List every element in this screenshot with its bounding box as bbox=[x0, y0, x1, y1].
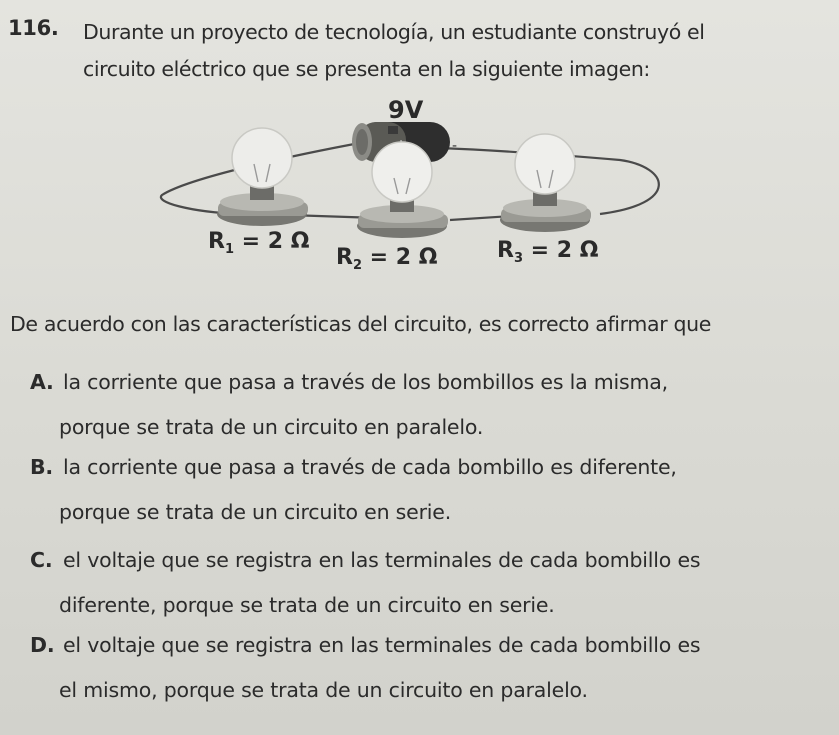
option-d-text-2: el mismo, porque se trata de un circuito en paralelo. bbox=[59, 678, 588, 702]
battery-minus: - bbox=[452, 138, 458, 154]
option-a-text-2: porque se trata de un circuito en paralelo. bbox=[59, 415, 484, 439]
option-b-letter: B. bbox=[30, 455, 54, 479]
option-b-text-2: porque se trata de un circuito en serie. bbox=[59, 500, 452, 524]
option-a-letter: A. bbox=[30, 370, 54, 394]
option-d-text-1: el voltaje que se registra en las terminales de cada bombillo es bbox=[63, 633, 701, 657]
option-b-text-1: la corriente que pasa a través de cada bombillo es diferente, bbox=[63, 455, 677, 479]
stem-line-1: Durante un proyecto de tecnología, un estudiante construyó el bbox=[83, 20, 705, 44]
battery-voltage-label: 9V bbox=[388, 96, 424, 124]
option-c-text-1: el voltaje que se registra en las terminales de cada bombillo es bbox=[63, 548, 701, 572]
stem-line-2: circuito eléctrico que se presenta en la siguiente imagen: bbox=[83, 57, 650, 81]
question-prompt: De acuerdo con las características del circuito, es correcto afirmar que bbox=[10, 312, 712, 336]
question-number: 116. bbox=[8, 16, 59, 40]
bulb-1-icon bbox=[217, 128, 308, 226]
resistor-1-label: $R_1 = 2$ Ω bbox=[208, 229, 310, 257]
option-a[interactable] bbox=[30, 360, 820, 450]
circuit-figure bbox=[150, 92, 680, 292]
option-d[interactable] bbox=[30, 623, 820, 713]
option-c-letter: C. bbox=[30, 548, 53, 572]
option-b[interactable] bbox=[30, 445, 820, 535]
resistor-2-label: $R_2 = 2$ Ω bbox=[336, 245, 438, 273]
option-a-text-1: la corriente que pasa a través de los bombillos es la misma, bbox=[63, 370, 668, 394]
question-stem bbox=[83, 14, 823, 88]
option-c-text-2: diferente, porque se trata de un circuito en serie. bbox=[59, 593, 555, 617]
option-d-letter: D. bbox=[30, 633, 55, 657]
option-c[interactable] bbox=[30, 538, 820, 628]
resistor-3-label: $R_3 = 2$ Ω bbox=[497, 238, 599, 266]
bulb-3-icon bbox=[500, 134, 591, 232]
